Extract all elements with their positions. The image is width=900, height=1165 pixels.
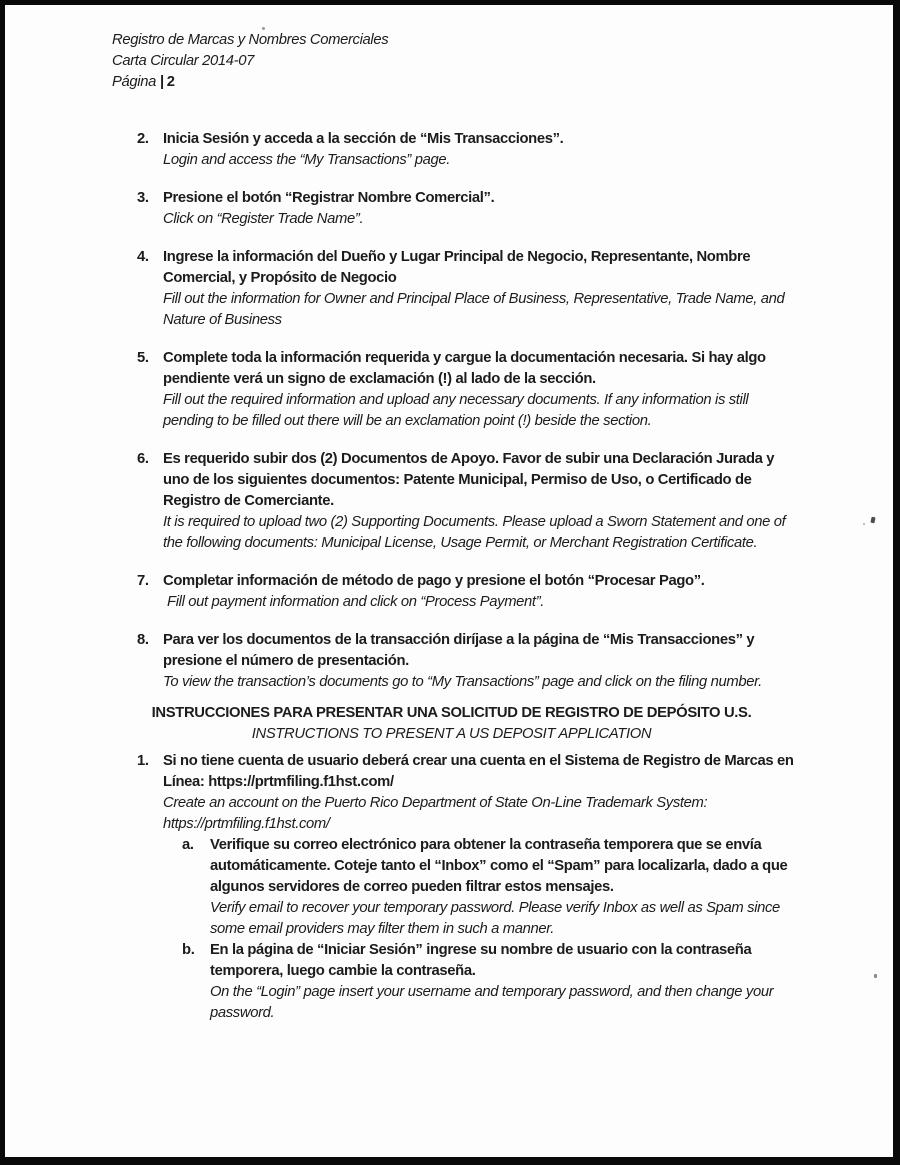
header-title: Registro de Marcas y Nombres Comerciales <box>112 32 389 48</box>
list-item-3 <box>137 188 801 230</box>
sublist-item-a <box>182 835 801 940</box>
document-header <box>112 30 801 93</box>
list-item-4 <box>137 247 801 331</box>
subitem-text-english: Verify email to recover your temporary password. Please verify Inbox as well as Spam since some email providers may filter them in such a manner. <box>210 900 780 937</box>
header-circular: Carta Circular 2014-07 <box>112 53 254 69</box>
scan-artifact-dot <box>863 523 865 525</box>
item-text-spanish: Ingrese la información del Dueño y Lugar Principal de Negocio, Representante, Nombre Comercial, y Propósito de Negocio <box>163 249 751 286</box>
page-label: Página <box>112 74 156 90</box>
item-text-english: Fill out the information for Owner and Principal Place of Business, Representative, Trade Name, and Nature of Business <box>163 291 785 328</box>
item-text-spanish: Presione el botón “Registrar Nombre Comercial”. <box>163 190 495 206</box>
section-title-spanish: INSTRUCCIONES PARA PRESENTAR UNA SOLICITUD DE REGISTRO DE DEPÓSITO U.S. <box>151 705 752 721</box>
page-pipe: | <box>159 74 164 90</box>
sublist-item-b <box>182 940 801 1024</box>
item-number: 6. <box>137 451 149 467</box>
item-number: 4. <box>137 249 149 265</box>
item-body <box>163 348 801 432</box>
subitem-letter: b. <box>182 942 195 958</box>
item-text-spanish: Para ver los documentos de la transacción diríjase a la página de “Mis Transacciones” y presione el número de presentación. <box>163 632 755 669</box>
sublist <box>182 835 801 1024</box>
item-text-english: Fill out the required information and upload any necessary documents. If any information is still pending to be filled out there will be an exclamation point (!) beside the section. <box>163 392 749 429</box>
section-title-english: INSTRUCTIONS TO PRESENT A US DEPOSIT APPLICATION <box>251 726 652 742</box>
list-item-6 <box>137 449 801 554</box>
trade-name-steps-list <box>137 129 801 693</box>
list-item-5 <box>137 348 801 432</box>
item-text-spanish: Es requerido subir dos (2) Documentos de Apoyo. Favor de subir una Declaración Jurada y uno de los siguientes documentos: Patente Municipal, Permiso de Uso, o Certificado de Registro de Comerciante. <box>163 451 775 509</box>
item-text-spanish: Inicia Sesión y acceda a la sección de “Mis Transacciones”. <box>163 131 564 147</box>
item-text-spanish: Si no tiene cuenta de usuario deberá crear una cuenta en el Sistema de Registro de Marcas en Línea: https://prtmfiling.f1hst.com/ <box>163 753 794 790</box>
item-text-spanish: Complete toda la información requerida y cargue la documentación necesaria. Si hay algo pendiente verá un signo de exclamación (!) al lado de la sección. <box>163 350 766 387</box>
item-text-english: It is required to upload two (2) Supporting Documents. Please upload a Sworn Statement and one of the following documents: Municipal License, Usage Permit, or Merchant Registration Certificate. <box>163 514 786 551</box>
item-body <box>163 247 801 331</box>
item-body <box>163 449 801 554</box>
us-deposit-steps-list <box>137 751 801 1024</box>
item-number: 2. <box>137 131 149 147</box>
scan-artifact-speck <box>874 974 877 978</box>
subitem-text-english: On the “Login” page insert your username and temporary password, and then change your password. <box>210 984 774 1021</box>
page-number: 2 <box>166 74 175 90</box>
subitem-text-spanish: Verifique su correo electrónico para obtener la contraseña temporera que se envía automáticamente. Coteje tanto el “Inbox” como el “Spam” para localizarla, dado a que algunos servidores de correo pueden filtrar estos mensajes. <box>210 837 788 895</box>
item-body <box>163 129 801 171</box>
item-text-english: Login and access the “My Transactions” page. <box>163 152 450 168</box>
item-number: 5. <box>137 350 149 366</box>
item-text-spanish: Completar información de método de pago y presione el botón “Procesar Pago”. <box>163 573 705 589</box>
item-body <box>163 571 801 613</box>
scanned-page <box>5 5 893 1157</box>
item-number: 3. <box>137 190 149 206</box>
item-text-english: Create an account on the Puerto Rico Department of State On-Line Trademark System: https://prtmfiling.f1hst.com/ <box>163 795 708 832</box>
subitem-body <box>210 835 801 940</box>
item-text-english: To view the transaction’s documents go to “My Transactions” page and click on the filing number. <box>163 674 762 690</box>
item-text-english: Click on “Register Trade Name”. <box>163 211 364 227</box>
item-number: 7. <box>137 573 149 589</box>
item-body <box>163 751 801 1024</box>
item-number: 1. <box>137 753 149 769</box>
list-item-2 <box>137 129 801 171</box>
list-item-8 <box>137 630 801 693</box>
list-item-7 <box>137 571 801 613</box>
subitem-letter: a. <box>182 837 194 853</box>
item-number: 8. <box>137 632 149 648</box>
item-body <box>163 188 801 230</box>
item-text-english: Fill out payment information and click on “Process Payment”. <box>167 594 545 610</box>
subitem-body <box>210 940 801 1024</box>
header-page-line <box>112 72 801 93</box>
item-body <box>163 630 801 693</box>
scan-artifact-dot <box>262 27 265 30</box>
subitem-text-spanish: En la página de “Iniciar Sesión” ingrese su nombre de usuario con la contraseña temporera, luego cambie la contraseña. <box>210 942 752 979</box>
list-item-1 <box>137 751 801 1024</box>
